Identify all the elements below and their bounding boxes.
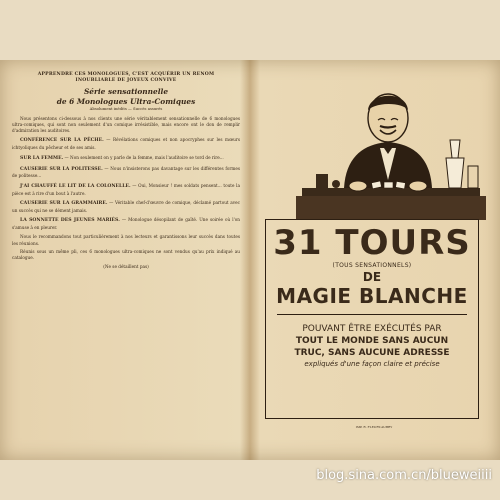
title-de: DE <box>362 269 382 284</box>
title-magie-blanche: MAGIE BLANCHE <box>276 283 468 308</box>
tagline-line-2: TOUT LE MONDE SANS AUCUN <box>295 336 449 347</box>
entry-text: — Véritable chef-d'œuvre de comique, déclamé partout avec un succès qui ne se dément jamais. <box>12 199 240 213</box>
monologue-entry <box>12 137 240 151</box>
printer-imprint: IMP. R. FLEURY-AUBRY <box>355 425 393 429</box>
monologue-entry <box>12 183 240 197</box>
left-page <box>8 70 244 452</box>
right-page <box>256 70 492 452</box>
tail-paragraph-1: Nous le recommandons tout particulièrement à nos lecteurs et garantissons leur succès dans toutes les réunions. <box>12 234 240 246</box>
entry-title: LA SONNETTE DES JEUNES MARIÉS. <box>20 218 120 224</box>
entry-title: CONFÉRENCE SUR LA PÊCHE. <box>20 138 104 144</box>
divider <box>277 314 468 315</box>
intro-paragraph: Nous présentons ci-dessous à nos clients une série véritablement sensationnelle de 6 monologues ultra-comiques, qui sont non seulement d'un comique irrésistible, mais encore ont le don de remplir d'admiration les auditoires. <box>12 115 240 134</box>
monologue-entry <box>12 200 240 214</box>
monologue-entry <box>12 217 240 231</box>
watermark: blog.sina.com.cn/blueweiiii <box>316 468 492 483</box>
tagline-line-4: expliqués d'une façon claire et précise <box>304 359 440 368</box>
tail-paragraph-2: Réunis sous un même pli, ces 6 monologues ultra-comiques ne sont vendus qu'au prix indiqué au catalogue. <box>12 248 240 261</box>
monologue-entry <box>12 166 240 180</box>
top-note: APPRENDRE CES MONOLOGUES, C'EST ACQUÉRIR UN RENOM INOUBLIABLE DE JOYEUX CONVIVE <box>37 72 215 84</box>
closing-note: (Ne se détaillent pas) <box>103 264 149 270</box>
tagline-line-3: TRUC, SANS AUCUNE ADRESSE <box>294 348 450 359</box>
tagline-line-1: POUVANT ÊTRE EXÉCUTÉS PAR <box>302 324 442 335</box>
entry-text: — Oui, Monsieur ! mes soldats pensent... toute la pièce est à rire d'un bout à l'autre. <box>12 182 240 196</box>
entry-title: J'AI CHAUFFÉ LE LIT DE LA COLONELLE. <box>20 183 131 189</box>
book-title: 31 TOURS <box>273 223 471 263</box>
entry-title: SUR LA FEMME. <box>20 155 64 161</box>
entry-text: — Révélations comiques et non apocryphes sur les mœurs ichtyoliques du pêcheur et de ses amis. <box>12 137 240 151</box>
entry-text: — Nous n'insisterons pas davantage sur les différentes formes de politesse... <box>12 165 240 179</box>
magician-illustration <box>296 70 486 230</box>
entry-text: — Non seulement on y parle de la femme, mais l'auditoire se tord de rire... <box>64 154 224 160</box>
title-parenthetical: (TOUS SENSATIONNELS) <box>332 261 412 269</box>
entry-title: CAUSERIE SUR LA POLITESSE. <box>20 166 103 172</box>
monologue-entry <box>12 155 240 163</box>
series-title-line-1: Série sensationnelle <box>83 87 169 97</box>
entry-title: CAUSERIE SUR LA GRAMMAIRE. <box>20 200 108 206</box>
title-frame <box>265 219 479 419</box>
series-subtitle: Absolument inédits — Succès assurés <box>89 105 163 111</box>
entry-text: — Monologue désopilant de gaîté. Une soirée où l'on s'amuse à en pleurer. <box>12 217 240 230</box>
series-title-line-2: de 6 Monologues Ultra-Comiques <box>56 96 196 106</box>
